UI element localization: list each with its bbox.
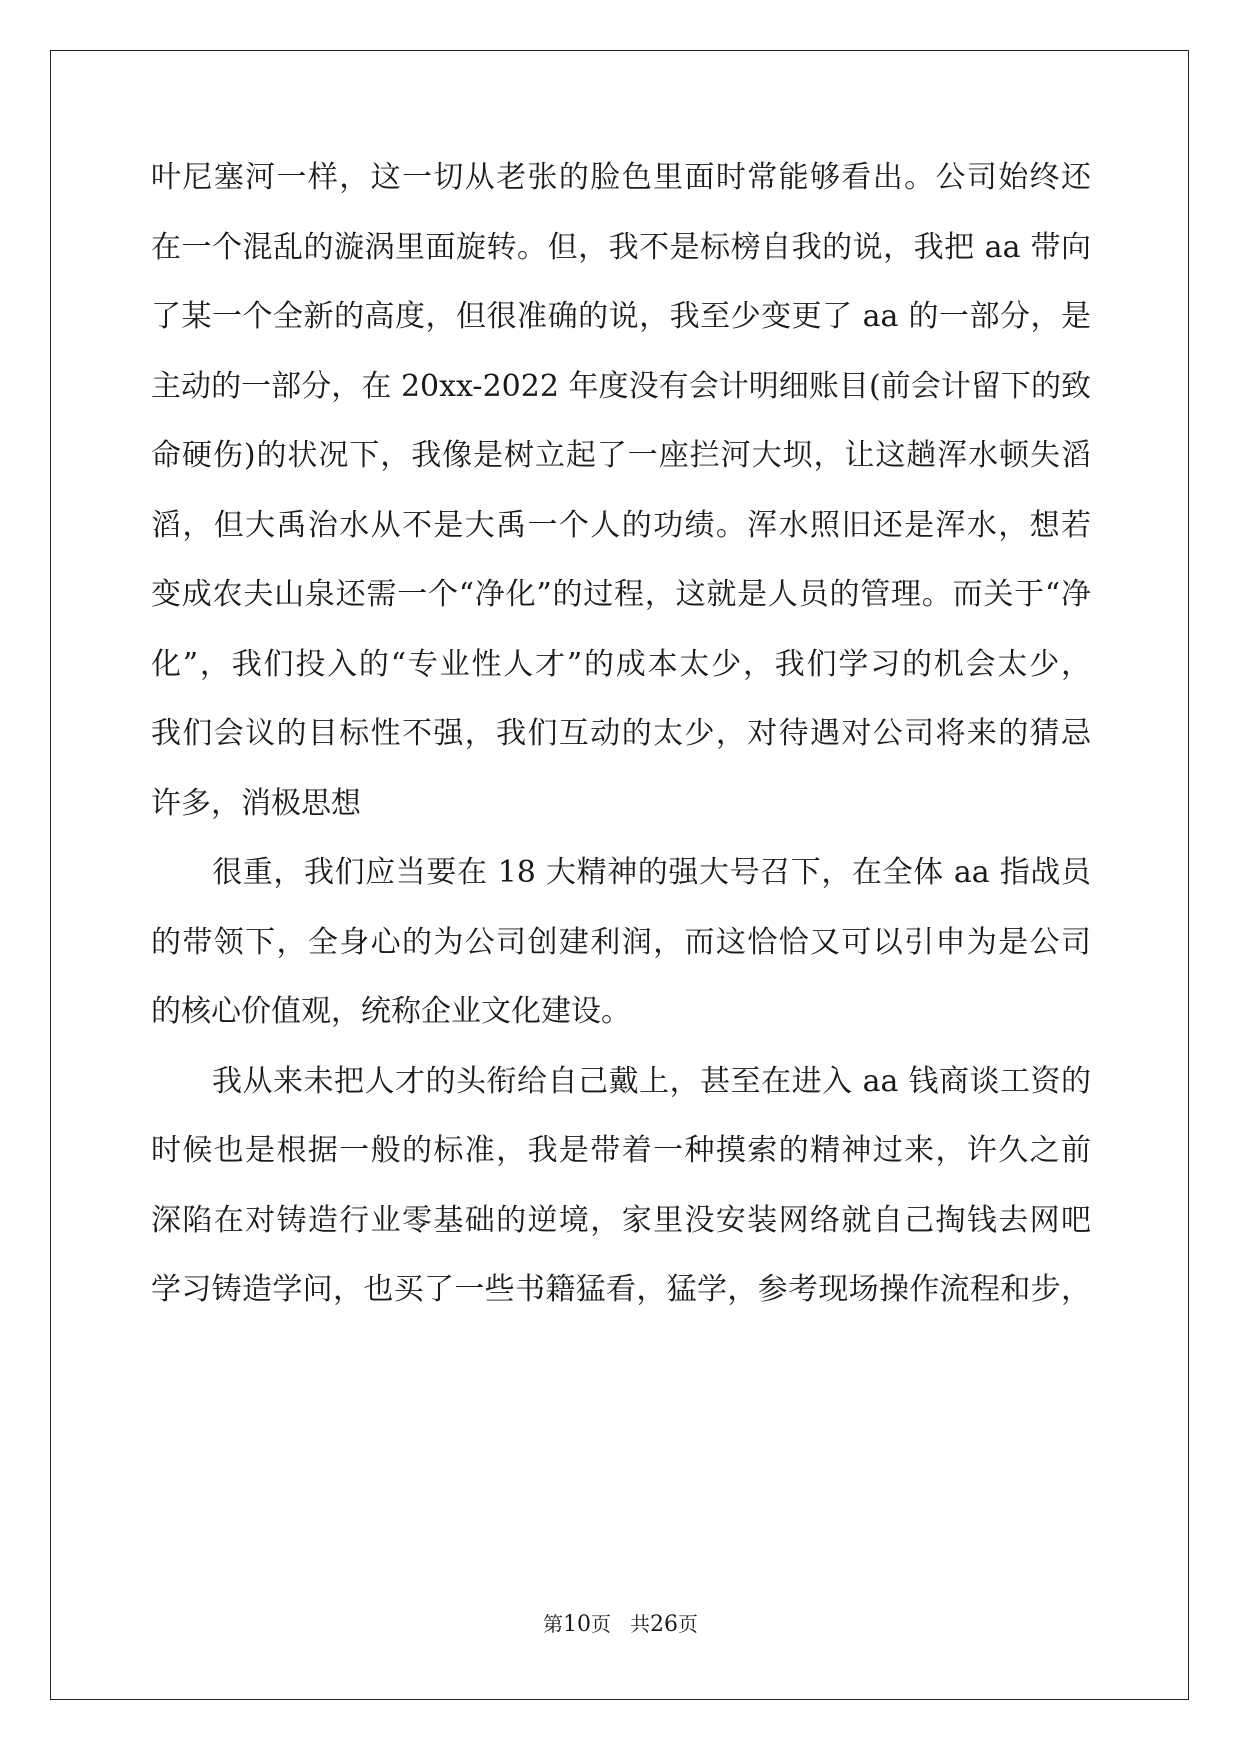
text-line-9: 我们会议的目标性不强，我们互动的太少，对待遇对公司将来的猜忌 <box>151 716 1091 751</box>
text-line-10: 许多，消极思想 <box>151 785 361 821</box>
text-line-14: 我从来未把人才的头衔给自己戴上，甚至在进入 aa 钱商谈工资的 <box>151 1063 1091 1099</box>
text-line-12: 的带领下，全身心的为公司创建利润，而这恰恰又可以引申为是公司 <box>151 924 1091 960</box>
text-line-13: 的核心价值观，统称企业文化建设。 <box>151 994 631 1029</box>
text-line-5: 命硬伤)的状况下，我像是树立起了一座拦河大坝，让这趟浑水顿失滔 <box>151 438 1092 473</box>
text-line-8: 化”，我们投入的“专业性人才”的成本太少，我们学习的机会太少， <box>151 646 1091 682</box>
text-line-16: 深陷在对铸造行业零基础的逆境，家里没安装网络就自己掏钱去网吧 <box>151 1202 1091 1238</box>
text-line-15: 时候也是根据一般的标准，我是带着一种摸索的精神过来，许久之前 <box>151 1133 1091 1168</box>
text-line-1: 叶尼塞河一样，这一切从老张的脸色里面时常能够看出。公司始终还 <box>151 160 1091 195</box>
text-line-6: 滔，但大禹治水从不是大禹一个人的功绩。浑水照旧还是浑水，想若 <box>151 507 1091 543</box>
footer-prefix: 第 <box>542 1612 563 1636</box>
text-line-11: 很重，我们应当要在 18 大精神的强大号召下，在全体 aa 指战员 <box>151 855 1091 890</box>
total-pages-number: 26 <box>650 1612 679 1637</box>
text-line-17: 学习铸造学问，也买了一些书籍猛看，猛学，参考现场操作流程和步， <box>151 1272 1091 1307</box>
text-line-4: 主动的一部分，在 20xx-2022 年度没有会计明细账目(前会计留下的致 <box>151 368 1091 404</box>
page-number-footer <box>0 1608 1241 1637</box>
text-line-7: 变成农夫山泉还需一个“净化”的过程，这就是人员的管理。而关于“净 <box>151 577 1091 612</box>
text-line-3: 了某一个全新的高度，但很准确的说，我至少变更了 aa 的一部分，是 <box>151 299 1091 334</box>
footer-page-word: 页 <box>590 1612 611 1636</box>
current-page-number: 10 <box>562 1612 591 1637</box>
footer-total-suffix: 页 <box>678 1612 699 1636</box>
text-line-2: 在一个混乱的漩涡里面旋转。但，我不是标榜自我的说，我把 aa 带向 <box>151 229 1091 265</box>
footer-total-prefix: 共 <box>630 1612 651 1636</box>
document-body <box>151 162 1091 1344</box>
